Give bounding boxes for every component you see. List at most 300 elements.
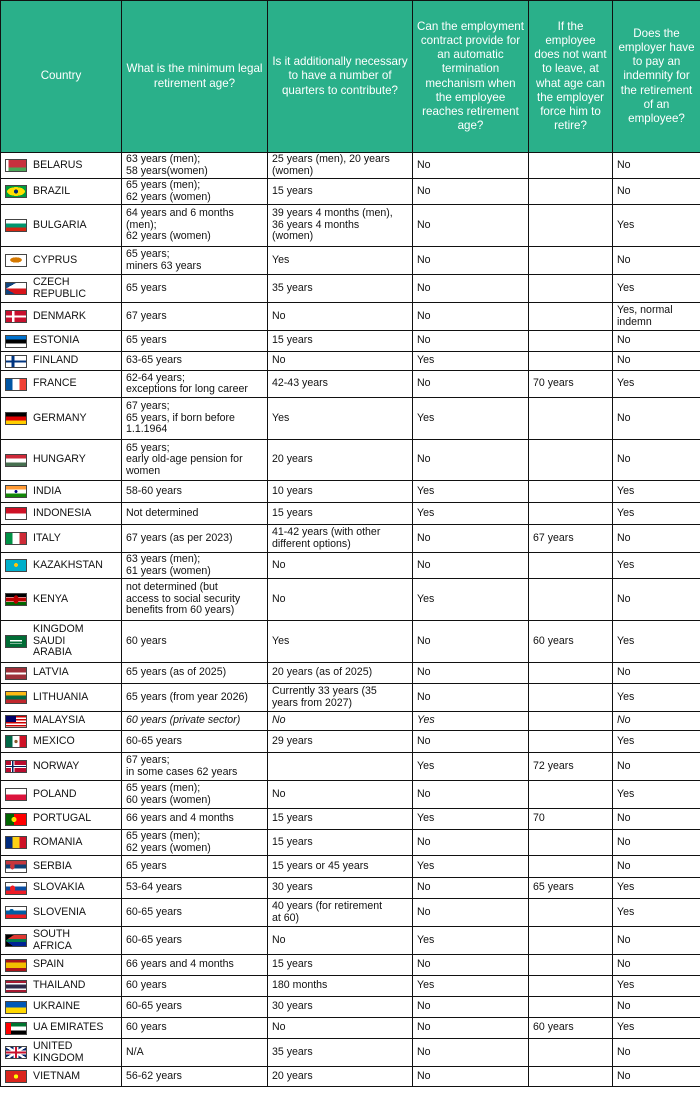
header-country: Country	[1, 1, 122, 153]
contribution-quarters-cell: Yes	[268, 398, 413, 440]
retirement-indemnity-cell: No	[613, 856, 700, 878]
contribution-quarters-cell: 15 years	[268, 830, 413, 856]
country-name: INDIA	[33, 484, 62, 497]
retirement-indemnity-cell: Yes	[613, 503, 700, 525]
automatic-termination-cell: Yes	[413, 809, 529, 830]
retirement-indemnity-cell: No	[613, 663, 700, 684]
automatic-termination-cell: No	[413, 371, 529, 398]
table-row	[1, 525, 700, 553]
forced-retirement-age-cell: 67 years	[529, 525, 613, 553]
country-name: BELARUS	[33, 158, 83, 171]
min-retirement-age-cell: not determined (but access to social security benefits from 60 years)	[122, 579, 268, 621]
min-retirement-age-cell: 65 years; early old-age pension for women	[122, 440, 268, 481]
table-row	[1, 579, 700, 621]
forced-retirement-age-cell	[529, 899, 613, 927]
min-retirement-age-cell: 60 years	[122, 976, 268, 997]
retirement-indemnity-cell: Yes	[613, 481, 700, 503]
header-forced-retirement-age: If the employee does not want to leave, at what age can the employer force him to retire?	[529, 1, 613, 153]
min-retirement-age-cell: 65 years	[122, 275, 268, 303]
retirement-indemnity-cell: Yes, normal indemn	[613, 303, 700, 331]
automatic-termination-cell: No	[413, 781, 529, 809]
retirement-indemnity-cell: No	[613, 809, 700, 830]
country-name: HUNGARY	[33, 453, 86, 466]
table-row	[1, 247, 700, 275]
automatic-termination-cell: No	[413, 153, 529, 179]
table-row	[1, 1067, 700, 1087]
retirement-indemnity-cell: Yes	[613, 976, 700, 997]
contribution-quarters-cell: 35 years	[268, 275, 413, 303]
forced-retirement-age-cell	[529, 663, 613, 684]
flag-malaysia-icon	[5, 715, 27, 728]
automatic-termination-cell: No	[413, 663, 529, 684]
flag-brazil-icon	[5, 185, 27, 198]
forced-retirement-age-cell	[529, 579, 613, 621]
retirement-indemnity-cell: No	[613, 753, 700, 781]
automatic-termination-cell: No	[413, 303, 529, 331]
table-row	[1, 1039, 700, 1067]
flag-spain-icon	[5, 959, 27, 972]
flag-estonia-icon	[5, 335, 27, 348]
min-retirement-age-cell: 60-65 years	[122, 927, 268, 955]
forced-retirement-age-cell	[529, 731, 613, 753]
automatic-termination-cell: No	[413, 684, 529, 712]
table-row	[1, 712, 700, 731]
table-row	[1, 753, 700, 781]
forced-retirement-age-cell	[529, 303, 613, 331]
flag-norway-icon	[5, 760, 27, 773]
retirement-indemnity-cell: Yes	[613, 684, 700, 712]
flag-south-africa-icon	[5, 934, 27, 947]
country-name: SPAIN	[33, 958, 65, 971]
country-cell	[1, 731, 122, 753]
table-row	[1, 976, 700, 997]
automatic-termination-cell: Yes	[413, 712, 529, 731]
min-retirement-age-cell: 65 years; miners 63 years	[122, 247, 268, 275]
forced-retirement-age-cell	[529, 976, 613, 997]
min-retirement-age-cell: 66 years and 4 months	[122, 955, 268, 976]
country-name: SERBIA	[33, 859, 72, 872]
country-name: INDONESIA	[33, 506, 92, 519]
table-row	[1, 927, 700, 955]
flag-poland-icon	[5, 788, 27, 801]
contribution-quarters-cell: 180 months	[268, 976, 413, 997]
country-name: GERMANY	[33, 411, 87, 424]
min-retirement-age-cell: 63 years (men); 58 years(women)	[122, 153, 268, 179]
automatic-termination-cell: No	[413, 878, 529, 899]
min-retirement-age-cell: 65 years (men); 62 years (women)	[122, 830, 268, 856]
flag-romania-icon	[5, 836, 27, 849]
country-name: SLOVENIA	[33, 905, 86, 918]
table-row	[1, 997, 700, 1018]
country-name: NORWAY	[33, 759, 80, 772]
min-retirement-age-cell: N/A	[122, 1039, 268, 1067]
table-row	[1, 331, 700, 352]
country-cell	[1, 976, 122, 997]
min-retirement-age-cell: 62-64 years; exceptions for long career	[122, 371, 268, 398]
country-name: KAZAKHSTAN	[33, 558, 103, 571]
min-retirement-age-cell: 66 years and 4 months	[122, 809, 268, 830]
forced-retirement-age-cell	[529, 684, 613, 712]
flag-france-icon	[5, 378, 27, 391]
country-cell	[1, 753, 122, 781]
flag-kazakhstan-icon	[5, 559, 27, 572]
country-cell	[1, 247, 122, 275]
flag-kenya-icon	[5, 593, 27, 606]
country-name: THAILAND	[33, 979, 86, 992]
retirement-indemnity-cell: Yes	[613, 371, 700, 398]
retirement-indemnity-cell: Yes	[613, 899, 700, 927]
country-cell	[1, 621, 122, 663]
contribution-quarters-cell: 20 years (as of 2025)	[268, 663, 413, 684]
min-retirement-age-cell: Not determined	[122, 503, 268, 525]
forced-retirement-age-cell: 72 years	[529, 753, 613, 781]
country-cell	[1, 303, 122, 331]
table-row	[1, 731, 700, 753]
retirement-indemnity-cell: No	[613, 247, 700, 275]
min-retirement-age-cell: 60 years	[122, 621, 268, 663]
min-retirement-age-cell: 65 years	[122, 856, 268, 878]
min-retirement-age-cell: 65 years (from year 2026)	[122, 684, 268, 712]
min-retirement-age-cell: 60 years (private sector)	[122, 712, 268, 731]
forced-retirement-age-cell	[529, 781, 613, 809]
contribution-quarters-cell: 30 years	[268, 997, 413, 1018]
table-row	[1, 684, 700, 712]
flag-united-kingdom-icon	[5, 1046, 27, 1059]
country-name: BULGARIA	[33, 218, 87, 231]
forced-retirement-age-cell	[529, 352, 613, 371]
flag-thailand-icon	[5, 980, 27, 993]
country-name: BRAZIL	[33, 184, 71, 197]
min-retirement-age-cell: 60-65 years	[122, 997, 268, 1018]
min-retirement-age-cell: 67 years	[122, 303, 268, 331]
retirement-indemnity-cell: No	[613, 927, 700, 955]
retirement-indemnity-cell: No	[613, 352, 700, 371]
retirement-indemnity-cell: No	[613, 1039, 700, 1067]
min-retirement-age-cell: 65 years	[122, 331, 268, 352]
table-row	[1, 899, 700, 927]
table-row	[1, 153, 700, 179]
contribution-quarters-cell: 25 years (men), 20 years (women)	[268, 153, 413, 179]
retirement-indemnity-cell: No	[613, 955, 700, 976]
forced-retirement-age-cell: 65 years	[529, 878, 613, 899]
forced-retirement-age-cell	[529, 398, 613, 440]
table-row	[1, 955, 700, 976]
forced-retirement-age-cell	[529, 1039, 613, 1067]
country-name: POLAND	[33, 787, 77, 800]
country-cell	[1, 579, 122, 621]
contribution-quarters-cell: 35 years	[268, 1039, 413, 1067]
country-cell	[1, 1067, 122, 1087]
flag-lithuania-icon	[5, 691, 27, 704]
automatic-termination-cell: Yes	[413, 856, 529, 878]
country-cell	[1, 684, 122, 712]
retirement-indemnity-cell: No	[613, 997, 700, 1018]
country-cell	[1, 503, 122, 525]
country-name: LATVIA	[33, 666, 69, 679]
country-name: PORTUGAL	[33, 812, 92, 825]
country-cell	[1, 663, 122, 684]
country-name: FINLAND	[33, 354, 79, 367]
contribution-quarters-cell: 15 years	[268, 179, 413, 205]
country-cell	[1, 481, 122, 503]
automatic-termination-cell: No	[413, 331, 529, 352]
forced-retirement-age-cell: 70	[529, 809, 613, 830]
retirement-indemnity-cell: Yes	[613, 621, 700, 663]
contribution-quarters-cell: 39 years 4 months (men), 36 years 4 months (women)	[268, 205, 413, 247]
automatic-termination-cell: Yes	[413, 398, 529, 440]
table-row	[1, 878, 700, 899]
automatic-termination-cell: No	[413, 275, 529, 303]
table-row	[1, 503, 700, 525]
table-row	[1, 553, 700, 579]
flag-czech-republic-icon	[5, 282, 27, 295]
forced-retirement-age-cell	[529, 440, 613, 481]
flag-cyprus-icon	[5, 254, 27, 267]
contribution-quarters-cell: 29 years	[268, 731, 413, 753]
table-row	[1, 275, 700, 303]
forced-retirement-age-cell	[529, 830, 613, 856]
header-contribution-quarters: Is it additionally necessary to have a number of quarters to contribute?	[268, 1, 413, 153]
table-row	[1, 1018, 700, 1039]
country-name: ESTONIA	[33, 334, 80, 347]
contribution-quarters-cell: 15 years	[268, 955, 413, 976]
flag-germany-icon	[5, 412, 27, 425]
contribution-quarters-cell: Currently 33 years (35 years from 2027)	[268, 684, 413, 712]
country-cell	[1, 205, 122, 247]
country-name: DENMARK	[33, 309, 86, 322]
contribution-quarters-cell: No	[268, 927, 413, 955]
table-header-row	[1, 1, 700, 153]
country-name: LITHUANIA	[33, 690, 89, 703]
country-cell	[1, 553, 122, 579]
min-retirement-age-cell: 67 years; in some cases 62 years	[122, 753, 268, 781]
contribution-quarters-cell: 10 years	[268, 481, 413, 503]
retirement-indemnity-cell: Yes	[613, 1018, 700, 1039]
table-row	[1, 663, 700, 684]
flag-mexico-icon	[5, 735, 27, 748]
forced-retirement-age-cell	[529, 927, 613, 955]
country-cell	[1, 781, 122, 809]
contribution-quarters-cell: 42-43 years	[268, 371, 413, 398]
table-row	[1, 398, 700, 440]
min-retirement-age-cell: 63 years (men); 61 years (women)	[122, 553, 268, 579]
automatic-termination-cell: No	[413, 525, 529, 553]
forced-retirement-age-cell: 60 years	[529, 1018, 613, 1039]
automatic-termination-cell: Yes	[413, 753, 529, 781]
country-name: VIETNAM	[33, 1069, 81, 1082]
automatic-termination-cell: No	[413, 1018, 529, 1039]
flag-indonesia-icon	[5, 507, 27, 520]
automatic-termination-cell: Yes	[413, 927, 529, 955]
forced-retirement-age-cell	[529, 247, 613, 275]
min-retirement-age-cell: 64 years and 6 months (men); 62 years (women)	[122, 205, 268, 247]
automatic-termination-cell: Yes	[413, 503, 529, 525]
min-retirement-age-cell: 63-65 years	[122, 352, 268, 371]
country-cell	[1, 997, 122, 1018]
contribution-quarters-cell: 40 years (for retirement at 60)	[268, 899, 413, 927]
table-row	[1, 781, 700, 809]
country-cell	[1, 927, 122, 955]
country-cell	[1, 525, 122, 553]
automatic-termination-cell: Yes	[413, 579, 529, 621]
forced-retirement-age-cell	[529, 1067, 613, 1087]
automatic-termination-cell: No	[413, 440, 529, 481]
flag-slovakia-icon	[5, 882, 27, 895]
automatic-termination-cell: No	[413, 955, 529, 976]
contribution-quarters-cell: 20 years	[268, 1067, 413, 1087]
retirement-indemnity-cell: Yes	[613, 205, 700, 247]
min-retirement-age-cell: 56-62 years	[122, 1067, 268, 1087]
forced-retirement-age-cell	[529, 481, 613, 503]
country-cell	[1, 371, 122, 398]
forced-retirement-age-cell	[529, 179, 613, 205]
automatic-termination-cell: No	[413, 247, 529, 275]
retirement-indemnity-cell: No	[613, 153, 700, 179]
flag-denmark-icon	[5, 310, 27, 323]
header-min-retirement-age: What is the minimum legal retirement age?	[122, 1, 268, 153]
country-cell	[1, 899, 122, 927]
country-cell	[1, 856, 122, 878]
table-row	[1, 371, 700, 398]
automatic-termination-cell: Yes	[413, 976, 529, 997]
forced-retirement-age-cell: 70 years	[529, 371, 613, 398]
automatic-termination-cell: No	[413, 997, 529, 1018]
country-name: UNITED KINGDOM	[33, 1040, 84, 1064]
contribution-quarters-cell: 15 years	[268, 331, 413, 352]
forced-retirement-age-cell	[529, 205, 613, 247]
country-cell	[1, 440, 122, 481]
country-cell	[1, 809, 122, 830]
contribution-quarters-cell: No	[268, 781, 413, 809]
min-retirement-age-cell: 60-65 years	[122, 731, 268, 753]
forced-retirement-age-cell	[529, 331, 613, 352]
table-row	[1, 352, 700, 371]
min-retirement-age-cell: 58-60 years	[122, 481, 268, 503]
contribution-quarters-cell	[268, 753, 413, 781]
country-name: KENYA	[33, 592, 69, 605]
country-cell	[1, 275, 122, 303]
country-name: UKRAINE	[33, 1000, 81, 1013]
contribution-quarters-cell: No	[268, 712, 413, 731]
automatic-termination-cell: No	[413, 899, 529, 927]
retirement-indemnity-cell: No	[613, 830, 700, 856]
contribution-quarters-cell: 15 years	[268, 809, 413, 830]
flag-slovenia-icon	[5, 906, 27, 919]
flag-bulgaria-icon	[5, 219, 27, 232]
table-row	[1, 205, 700, 247]
country-name: UA EMIRATES	[33, 1021, 104, 1034]
automatic-termination-cell: Yes	[413, 352, 529, 371]
automatic-termination-cell: Yes	[413, 481, 529, 503]
min-retirement-age-cell: 60-65 years	[122, 899, 268, 927]
min-retirement-age-cell: 67 years (as per 2023)	[122, 525, 268, 553]
country-cell	[1, 712, 122, 731]
automatic-termination-cell: No	[413, 731, 529, 753]
forced-retirement-age-cell	[529, 712, 613, 731]
table-row	[1, 621, 700, 663]
contribution-quarters-cell: 15 years	[268, 503, 413, 525]
flag-india-icon	[5, 485, 27, 498]
country-cell	[1, 955, 122, 976]
table-row	[1, 856, 700, 878]
flag-italy-icon	[5, 532, 27, 545]
table-row	[1, 830, 700, 856]
retirement-indemnity-cell: Yes	[613, 275, 700, 303]
retirement-indemnity-cell: Yes	[613, 878, 700, 899]
forced-retirement-age-cell	[529, 553, 613, 579]
flag-saudi-arabia-icon	[5, 635, 27, 648]
automatic-termination-cell: No	[413, 621, 529, 663]
flag-latvia-icon	[5, 667, 27, 680]
flag-hungary-icon	[5, 454, 27, 467]
country-name: CZECH REPUBLIC	[33, 276, 86, 300]
contribution-quarters-cell: 15 years or 45 years	[268, 856, 413, 878]
automatic-termination-cell: No	[413, 179, 529, 205]
country-name: MEXICO	[33, 734, 75, 747]
retirement-indemnity-cell: No	[613, 579, 700, 621]
flag-vietnam-icon	[5, 1070, 27, 1083]
country-name: SOUTH AFRICA	[33, 928, 72, 952]
retirement-indemnity-cell: Yes	[613, 731, 700, 753]
country-name: KINGDOM SAUDI ARABIA	[33, 623, 84, 659]
forced-retirement-age-cell	[529, 275, 613, 303]
automatic-termination-cell: No	[413, 1067, 529, 1087]
retirement-indemnity-cell: Yes	[613, 781, 700, 809]
flag-uae-icon	[5, 1022, 27, 1035]
min-retirement-age-cell: 65 years (men); 60 years (women)	[122, 781, 268, 809]
forced-retirement-age-cell	[529, 153, 613, 179]
min-retirement-age-cell: 65 years (as of 2025)	[122, 663, 268, 684]
contribution-quarters-cell: Yes	[268, 247, 413, 275]
contribution-quarters-cell: No	[268, 352, 413, 371]
country-cell	[1, 1039, 122, 1067]
retirement-indemnity-cell: No	[613, 179, 700, 205]
retirement-indemnity-cell: No	[613, 525, 700, 553]
retirement-indemnity-cell: No	[613, 331, 700, 352]
forced-retirement-age-cell	[529, 503, 613, 525]
forced-retirement-age-cell	[529, 856, 613, 878]
country-cell	[1, 331, 122, 352]
country-name: SLOVAKIA	[33, 881, 85, 894]
min-retirement-age-cell: 60 years	[122, 1018, 268, 1039]
contribution-quarters-cell: No	[268, 553, 413, 579]
min-retirement-age-cell: 67 years; 65 years, if born before 1.1.1964	[122, 398, 268, 440]
table-row	[1, 481, 700, 503]
country-cell	[1, 878, 122, 899]
contribution-quarters-cell: 30 years	[268, 878, 413, 899]
contribution-quarters-cell: 41-42 years (with other different options)	[268, 525, 413, 553]
min-retirement-age-cell: 53-64 years	[122, 878, 268, 899]
country-cell	[1, 830, 122, 856]
country-name: FRANCE	[33, 377, 77, 390]
retirement-indemnity-cell: No	[613, 712, 700, 731]
flag-serbia-icon	[5, 860, 27, 873]
table-row	[1, 809, 700, 830]
country-cell	[1, 179, 122, 205]
flag-portugal-icon	[5, 813, 27, 826]
header-retirement-indemnity: Does the employer have to pay an indemnity for the retirement of an employee?	[613, 1, 700, 153]
flag-finland-icon	[5, 355, 27, 368]
country-cell	[1, 153, 122, 179]
table-row	[1, 303, 700, 331]
country-cell	[1, 352, 122, 371]
forced-retirement-age-cell	[529, 955, 613, 976]
header-automatic-termination: Can the employment contract provide for an automatic termination mechanism when the employee reaches retirement age?	[413, 1, 529, 153]
contribution-quarters-cell: No	[268, 1018, 413, 1039]
forced-retirement-age-cell	[529, 997, 613, 1018]
retirement-indemnity-cell: No	[613, 1067, 700, 1087]
retirement-indemnity-cell: No	[613, 440, 700, 481]
